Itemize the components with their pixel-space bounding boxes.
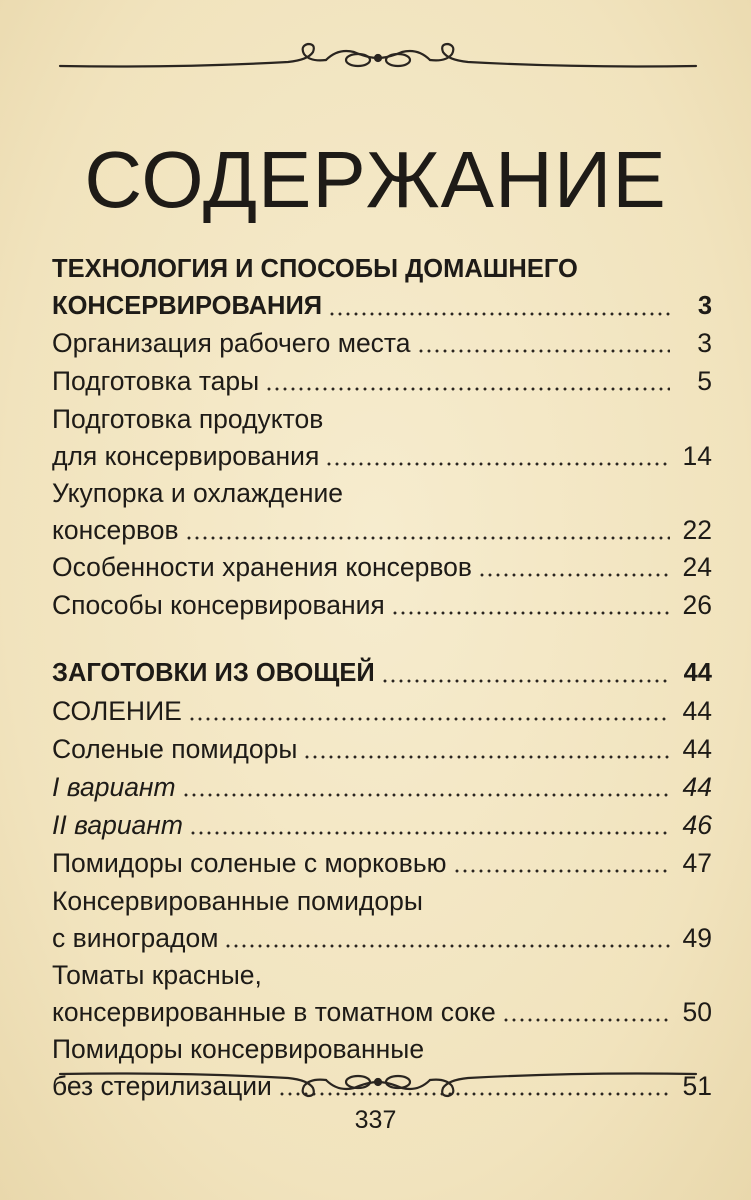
entry-page-number: 5 xyxy=(697,366,712,396)
bottom-ornament-icon xyxy=(58,1062,698,1102)
dot-leader xyxy=(417,348,670,354)
dot-leader xyxy=(303,754,670,760)
entry-text: ТЕХНОЛОГИЯ И СПОСОБЫ ДОМАШНЕГО xyxy=(52,255,578,283)
entry-text: Способы консервирования xyxy=(52,590,385,620)
entry-line xyxy=(52,324,712,362)
toc-entry[interactable] xyxy=(52,768,712,806)
toc-entry[interactable] xyxy=(52,362,712,400)
dot-leader xyxy=(325,461,670,467)
toc-entry[interactable] xyxy=(52,844,712,882)
entry-line xyxy=(52,956,712,994)
entry-page-number: 50 xyxy=(682,997,712,1027)
dot-leader xyxy=(265,386,670,392)
entry-text: Томаты красные, xyxy=(52,960,262,990)
entry-text: I вариант xyxy=(52,772,176,802)
entry-page-number: 44 xyxy=(682,734,712,764)
dot-leader xyxy=(188,716,670,722)
entry-line xyxy=(52,920,712,956)
entry-page-number: 3 xyxy=(697,328,712,358)
dot-leader xyxy=(182,792,670,798)
entry-line xyxy=(52,730,712,768)
entry-page-number: 51 xyxy=(682,1071,712,1101)
entry-text: для консервирования xyxy=(52,441,320,471)
entry-text: Консервированные помидоры xyxy=(52,886,423,916)
table-of-contents xyxy=(52,250,712,1104)
toc-entry[interactable] xyxy=(52,324,712,362)
toc-entry[interactable] xyxy=(52,956,712,1030)
entry-text: Особенности хранения консервов xyxy=(52,552,472,582)
entry-text: без стерилизации xyxy=(52,1071,272,1101)
toc-section xyxy=(52,654,712,1104)
entry-line xyxy=(52,882,712,920)
entry-page-number: 14 xyxy=(682,441,712,471)
entry-page-number: 47 xyxy=(682,848,712,878)
entry-text: с виноградом xyxy=(52,923,219,953)
entry-text: консервов xyxy=(52,515,179,545)
dot-leader xyxy=(224,943,670,949)
dot-leader xyxy=(328,311,670,317)
entry-text: II вариант xyxy=(52,810,183,840)
entry-text: КОНСЕРВИРОВАНИЯ xyxy=(52,292,323,320)
entry-text: Соленые помидоры xyxy=(52,734,298,764)
toc-entry[interactable] xyxy=(52,548,712,586)
entry-page-number: 46 xyxy=(682,810,712,840)
entry-page-number: 44 xyxy=(683,659,712,687)
dot-leader xyxy=(453,868,670,874)
dot-leader xyxy=(391,610,670,616)
entry-page-number: 49 xyxy=(682,923,712,953)
dot-leader xyxy=(381,678,670,684)
toc-entry[interactable] xyxy=(52,730,712,768)
entry-line xyxy=(52,768,712,806)
entry-text: Подготовка продуктов xyxy=(52,404,324,434)
entry-page-number: 3 xyxy=(697,292,712,320)
entry-page-number: 24 xyxy=(682,552,712,582)
entry-page-number: 26 xyxy=(682,590,712,620)
toc-entry[interactable] xyxy=(52,882,712,956)
toc-entry[interactable] xyxy=(52,586,712,624)
entry-line xyxy=(52,654,712,692)
entry-line xyxy=(52,250,712,288)
entry-line xyxy=(52,994,712,1030)
page-number: 337 xyxy=(354,1106,397,1134)
section-gap xyxy=(52,624,712,654)
entry-line xyxy=(52,438,712,474)
section-heading[interactable] xyxy=(52,250,712,324)
toc-entry[interactable] xyxy=(52,474,712,548)
dot-leader xyxy=(502,1017,670,1023)
entry-line xyxy=(52,844,712,882)
entry-line xyxy=(52,548,712,586)
toc-entry[interactable] xyxy=(52,806,712,844)
entry-line xyxy=(52,362,712,400)
dot-leader xyxy=(189,830,670,836)
section-heading[interactable] xyxy=(52,654,712,692)
entry-text: Укупорка и охлаждение xyxy=(52,478,344,508)
entry-line xyxy=(52,474,712,512)
top-ornament-icon xyxy=(58,38,698,78)
toc-section xyxy=(52,250,712,624)
entry-line xyxy=(52,512,712,548)
entry-line xyxy=(52,288,712,324)
dot-leader xyxy=(478,572,670,578)
entry-line xyxy=(52,692,712,730)
entry-page-number: 44 xyxy=(682,696,712,726)
entry-line xyxy=(52,586,712,624)
entry-text: консервированные в томатном соке xyxy=(52,997,496,1027)
dot-leader xyxy=(185,535,670,541)
entry-page-number: 44 xyxy=(682,772,712,802)
toc-entry[interactable] xyxy=(52,692,712,730)
entry-line xyxy=(52,806,712,844)
page-title: СОДЕРЖАНИЕ xyxy=(84,135,667,224)
entry-page-number: 22 xyxy=(682,515,712,545)
entry-text: ЗАГОТОВКИ ИЗ ОВОЩЕЙ xyxy=(52,659,375,687)
entry-text: Помидоры консервированные xyxy=(52,1034,425,1064)
entry-text: СОЛЕНИЕ xyxy=(52,696,182,726)
toc-entry[interactable] xyxy=(52,400,712,474)
entry-text: Помидоры соленые с морковью xyxy=(52,848,447,878)
entry-text: Подготовка тары xyxy=(52,366,260,396)
entry-line xyxy=(52,400,712,438)
entry-text: Организация рабочего места xyxy=(52,328,411,358)
